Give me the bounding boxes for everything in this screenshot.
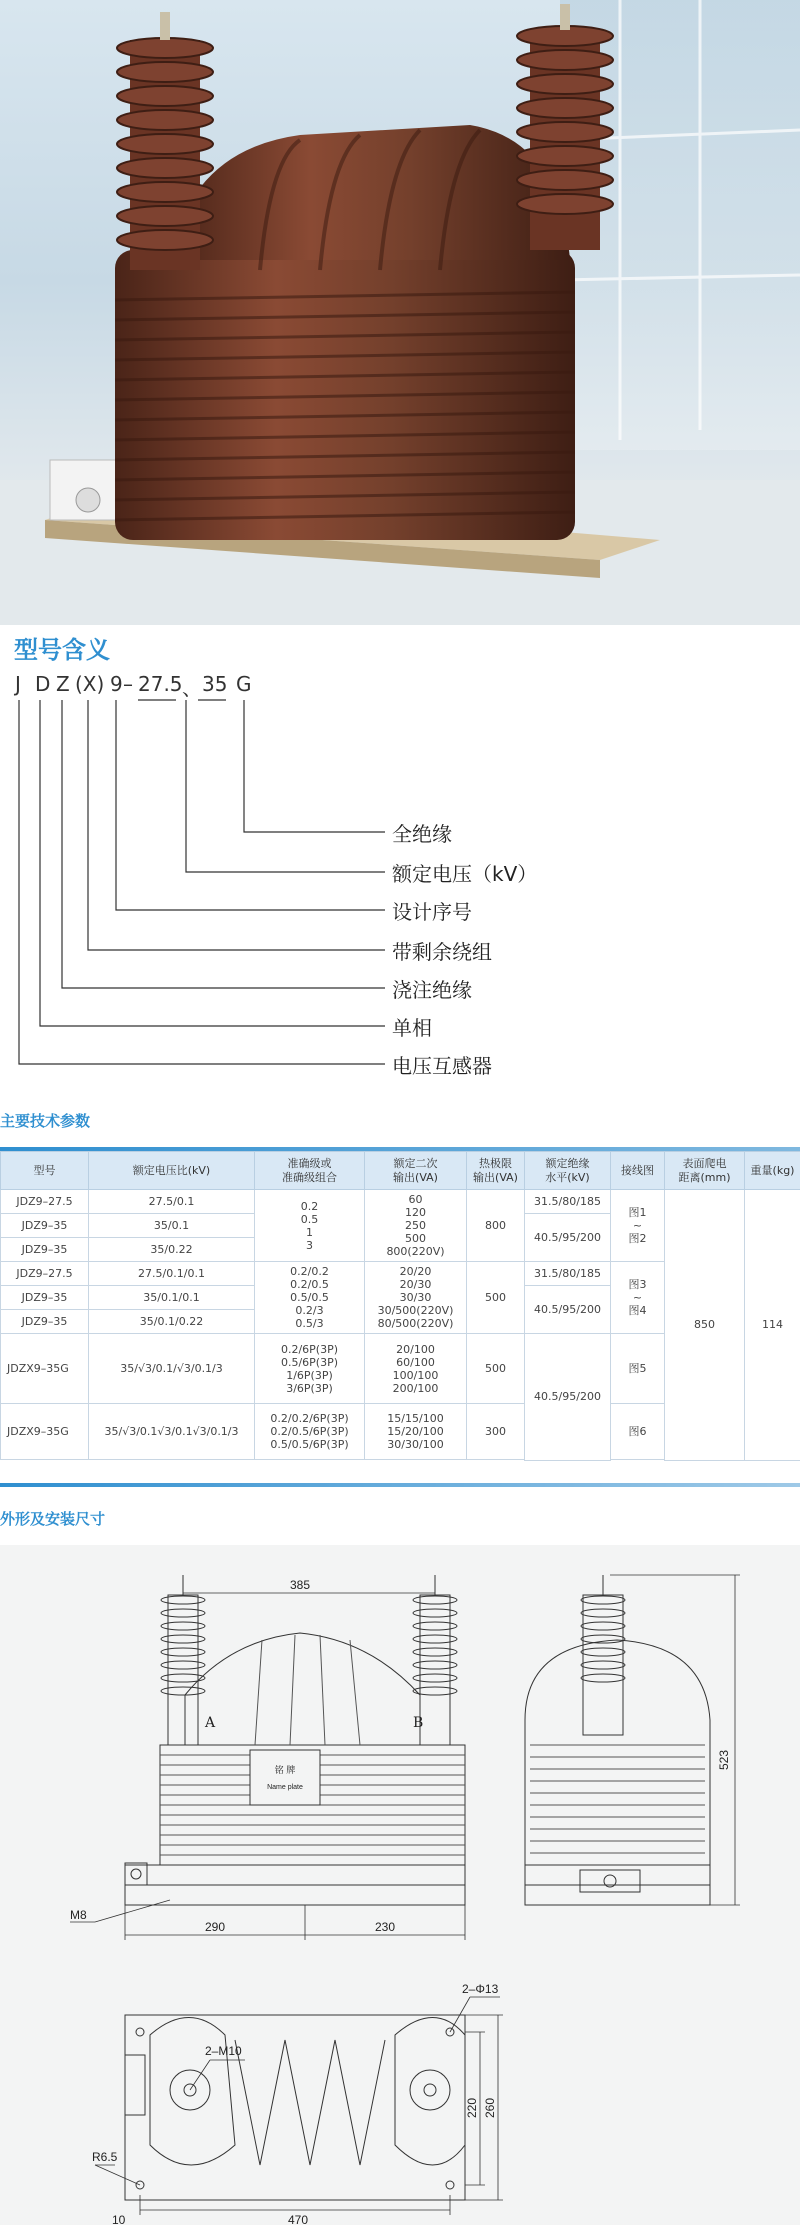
cell-model: JDZ9–27.5 (1, 1262, 89, 1286)
cell-diagram: 图6 (611, 1404, 665, 1460)
code-char-35: 35 (202, 672, 228, 696)
cell-creepage: 850 (665, 1190, 745, 1461)
side-dim-lines (610, 1575, 740, 1905)
cell-model: JDZ9–35 (1, 1214, 89, 1238)
plan-view (125, 2015, 465, 2200)
cell-insulation: 31.5/80/185 (525, 1262, 611, 1286)
cell-model: JDZX9–35G (1, 1334, 89, 1404)
meaning-single-phase: 单相 (392, 1016, 432, 1040)
cell-ratio: 35/√3/0.1√3/0.1√3/0.1/3 (89, 1404, 255, 1460)
product-photo (0, 0, 800, 625)
dim-230: 230 (374, 1920, 396, 1934)
cell-accuracy: 0.2/0.2/6P(3P) 0.2/0.5/6P(3P) 0.5/0.5/6P(3P) (255, 1404, 365, 1460)
cell-thermal: 800 (467, 1190, 525, 1262)
cell-model: JDZ9–35 (1, 1286, 89, 1310)
cell-ratio: 35/√3/0.1/√3/0.1/3 (89, 1334, 255, 1404)
cell-accuracy: 0.2 0.5 1 3 (255, 1190, 365, 1262)
front-view (125, 1575, 465, 1905)
cell-weight: 114 (745, 1190, 800, 1461)
cell-diagram: 图5 (611, 1334, 665, 1404)
nameplate-sub: Name plate (267, 1784, 303, 1791)
meaning-rated-voltage: 额定电压（kV） (392, 862, 538, 886)
meaning-design-no: 设计序号 (392, 900, 472, 924)
cell-thermal: 300 (467, 1404, 525, 1460)
cell-insulation: 40.5/95/200 (525, 1286, 611, 1334)
cell-insulation: 31.5/80/185 (525, 1190, 611, 1214)
th-ratio: 额定电压比(kV) (89, 1152, 255, 1190)
dim-r65: R6.5 (92, 2150, 118, 2164)
terminal-a: A (205, 1715, 216, 1731)
th-diagram: 接线图 (611, 1152, 665, 1190)
cell-ratio: 35/0.1/0.22 (89, 1310, 255, 1334)
cell-output: 15/15/100 15/20/100 30/30/100 (365, 1404, 467, 1460)
code-char-dash: – (123, 672, 133, 696)
nameplate-title: 铭 牌 (274, 1765, 296, 1775)
dim-523: 523 (717, 1749, 731, 1771)
cell-thermal: 500 (467, 1262, 525, 1334)
dim-260: 260 (483, 2097, 497, 2119)
cell-diagram: 图3 ~ 图4 (611, 1262, 665, 1334)
meaning-residual-winding: 带剩余绕组 (392, 940, 492, 964)
cell-thermal: 500 (467, 1334, 525, 1404)
cell-ratio: 27.5/0.1 (89, 1190, 255, 1214)
cell-ratio: 35/0.1 (89, 1214, 255, 1238)
code-char-z: Z (56, 672, 70, 696)
cell-output: 20/100 60/100 100/100 200/100 (365, 1334, 467, 1404)
th-weight: 重量(kg) (745, 1152, 800, 1190)
table-bottom-rule (0, 1483, 800, 1487)
dim-290: 290 (204, 1920, 226, 1934)
params-title: 主要技术参数 (0, 1112, 91, 1130)
code-char-sep: 、 (182, 676, 202, 700)
transformer-photo (0, 0, 800, 625)
th-insulation: 额定绝缘 水平(kV) (525, 1152, 611, 1190)
cell-insulation: 40.5/95/200 (525, 1214, 611, 1262)
meaning-voltage-transformer: 电压互感器 (392, 1054, 492, 1078)
code-char-g: G (236, 672, 252, 696)
meaning-cast-insulation: 浇注绝缘 (392, 978, 472, 1002)
meaning-full-insulation: 全绝缘 (392, 822, 452, 846)
code-char-9: 9 (110, 672, 123, 696)
th-thermal: 热极限 输出(VA) (467, 1152, 525, 1190)
params-table (0, 1151, 800, 1461)
cell-model: JDZX9–35G (1, 1404, 89, 1460)
side-view (525, 1575, 710, 1905)
code-char-275: 27.5 (138, 672, 183, 696)
dim-m8: M8 (70, 1908, 87, 1922)
cell-diagram: 图1 ~ 图2 (611, 1190, 665, 1262)
table-header-row (1, 1152, 800, 1190)
cell-ratio: 35/0.22 (89, 1238, 255, 1262)
dim-220: 220 (465, 2097, 479, 2119)
cell-model: JDZ9–27.5 (1, 1190, 89, 1214)
dims-title: 外形及安装尺寸 (0, 1510, 106, 1528)
cell-ratio: 35/0.1/0.1 (89, 1286, 255, 1310)
dim-10: 10 (112, 2213, 126, 2225)
dim-470: 470 (287, 2213, 309, 2225)
dim-385: 385 (289, 1578, 311, 1592)
cell-ratio: 27.5/0.1/0.1 (89, 1262, 255, 1286)
table-row (1, 1190, 800, 1214)
cell-accuracy: 0.2/0.2 0.2/0.5 0.5/0.5 0.2/3 0.5/3 (255, 1262, 365, 1334)
dimension-drawing (0, 1545, 800, 2225)
cell-insulation: 40.5/95/200 (525, 1334, 611, 1461)
dim-holes: 2–Φ13 (462, 1982, 499, 1996)
cell-model: JDZ9–35 (1, 1310, 89, 1334)
model-meaning-title: 型号含义 (14, 636, 110, 664)
cell-accuracy: 0.2/6P(3P) 0.5/6P(3P) 1/6P(3P) 3/6P(3P) (255, 1334, 365, 1404)
cell-output: 60 120 250 500 800(220V) (365, 1190, 467, 1262)
model-code-diagram (0, 660, 800, 1090)
dim-inner-m10: 2–M10 (205, 2044, 242, 2058)
params-table-wrap (0, 1147, 800, 1487)
drawing-svg (0, 1545, 800, 2225)
th-model: 型号 (1, 1152, 89, 1190)
code-char-x: (X) (75, 672, 105, 696)
terminal-b: B (413, 1715, 424, 1731)
code-char-d: D (35, 672, 51, 696)
cell-model: JDZ9–35 (1, 1238, 89, 1262)
th-accuracy: 准确级或 准确级组合 (255, 1152, 365, 1190)
cell-output: 20/20 20/30 30/30 30/500(220V) 80/500(220V) (365, 1262, 467, 1334)
th-creepage: 表面爬电 距离(mm) (665, 1152, 745, 1190)
th-output: 额定二次 输出(VA) (365, 1152, 467, 1190)
code-char-j: J (15, 672, 21, 696)
